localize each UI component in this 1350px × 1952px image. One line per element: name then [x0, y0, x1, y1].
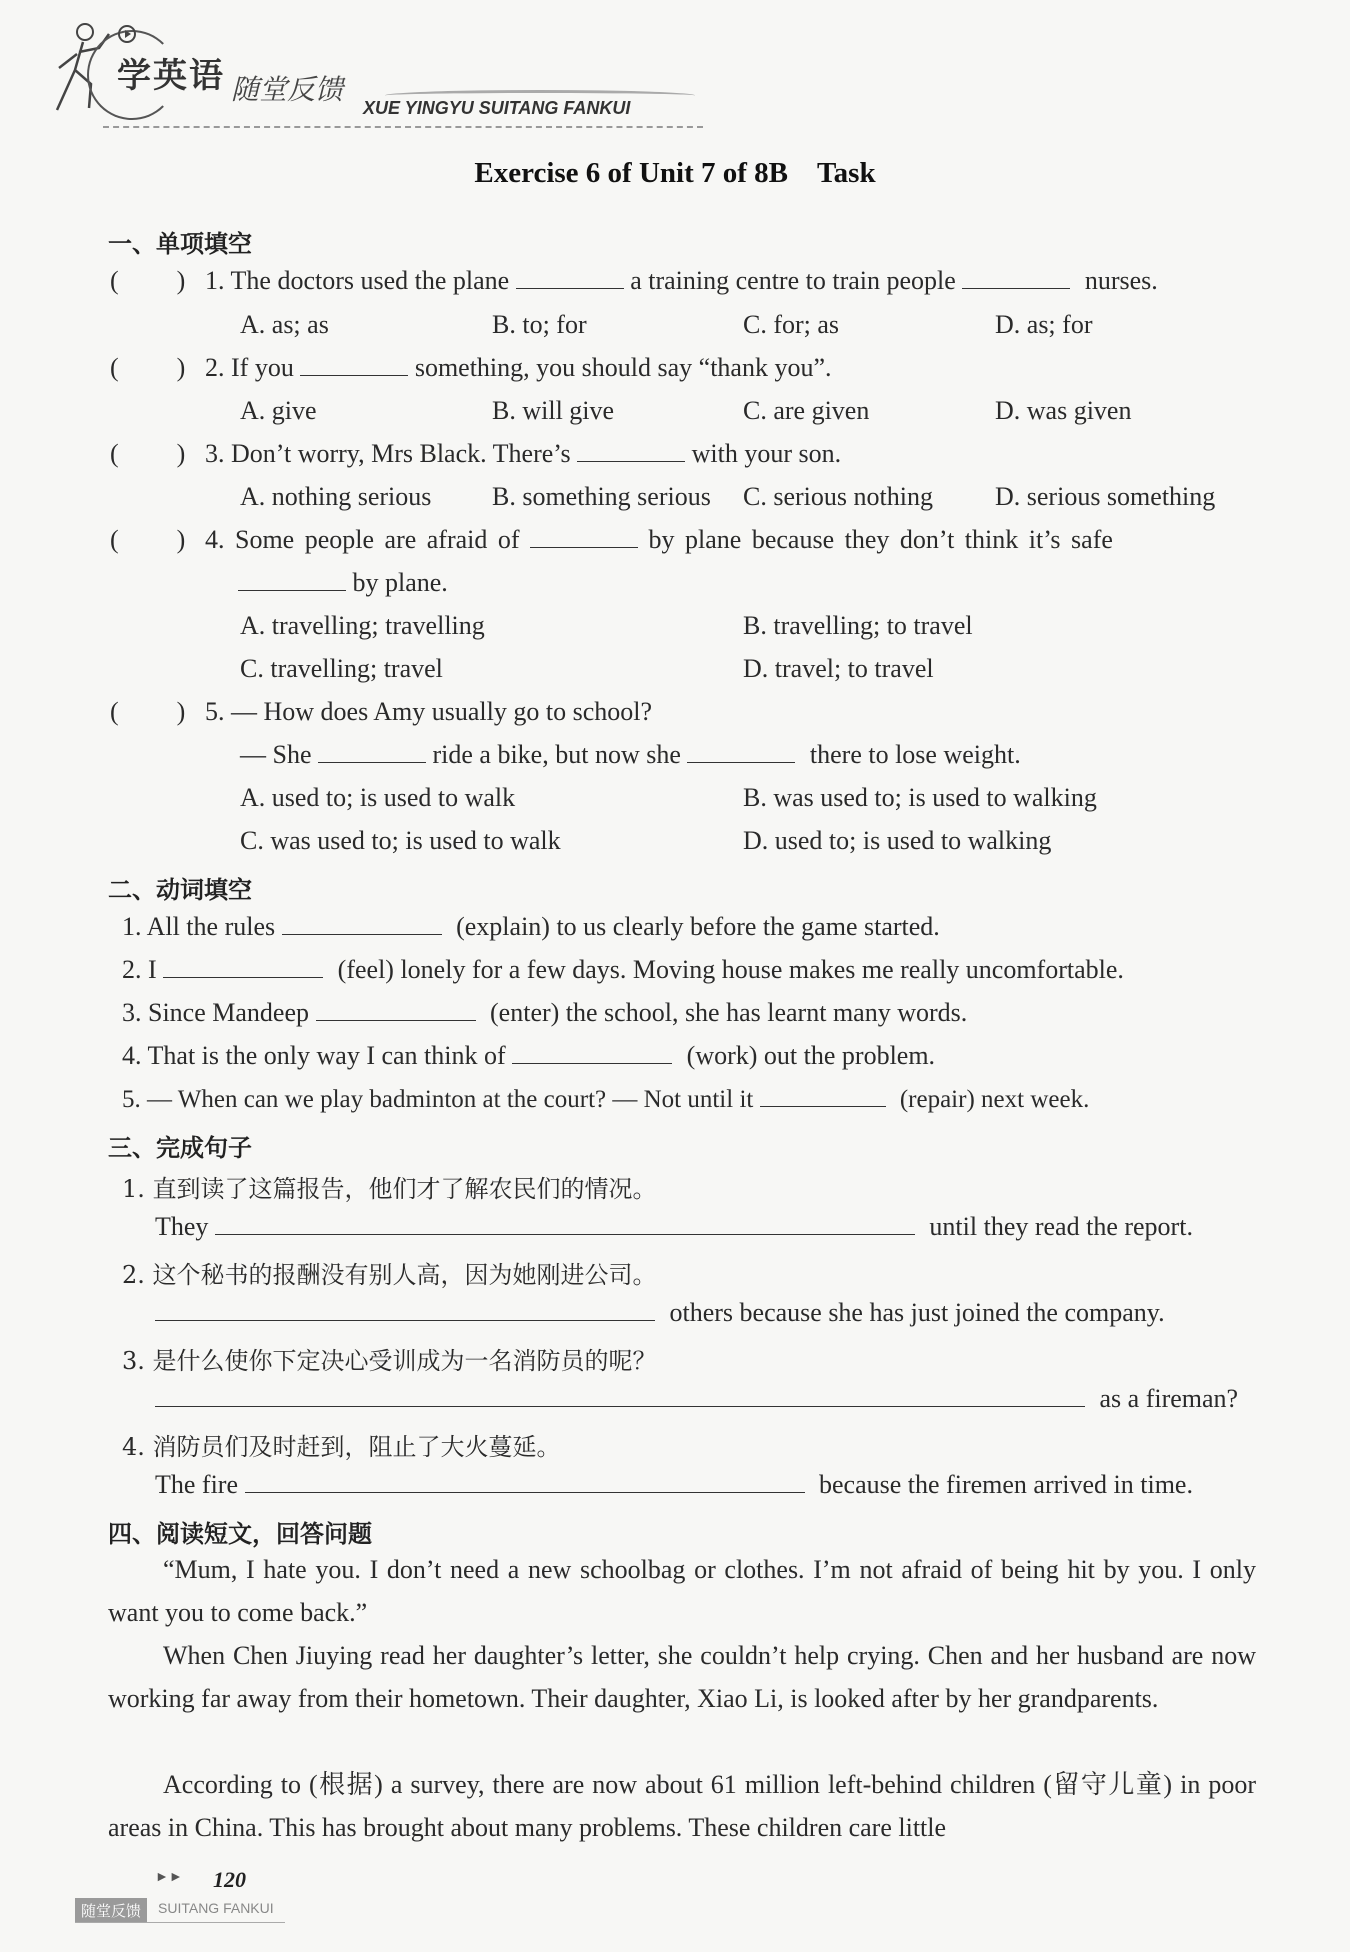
arrow-icon: ►►	[155, 1870, 183, 1885]
translate-item-2-zh: 2. 这个秘书的报酬没有别人高，因为她刚进公司。	[122, 1261, 657, 1289]
question-5-cont: — She ride a bike, but now she there to lose weight.	[240, 740, 1021, 769]
header-title: 学英语	[117, 56, 225, 96]
answer-paren-4[interactable]: ( )	[110, 525, 186, 554]
answer-line[interactable]	[155, 1298, 655, 1321]
answer-paren-3[interactable]: ( )	[110, 439, 186, 468]
translate-item-4: The fire because the firemen arrived in time.	[155, 1470, 1193, 1499]
question-3: 3. Don’t worry, Mrs Black. There’s with your son.	[205, 439, 842, 468]
footer-divider	[75, 1922, 285, 1923]
verb-item-3: 3. Since Mandeep (enter) the school, she has learnt many words.	[122, 998, 968, 1027]
section-heading-3: 三、完成句子	[108, 1134, 252, 1162]
blank[interactable]	[962, 266, 1070, 289]
blank[interactable]	[318, 740, 426, 763]
blank[interactable]	[687, 740, 795, 763]
translate-item-4-zh: 4. 消防员们及时赶到，阻止了大火蔓延。	[122, 1433, 561, 1461]
option-5a[interactable]: A. used to; is used to walk	[240, 783, 516, 812]
page-number: 120	[213, 1867, 246, 1892]
answer-paren-1[interactable]: ( )	[110, 266, 186, 295]
question-4-cont: by plane.	[238, 568, 448, 598]
option-3d[interactable]: D. serious something	[995, 482, 1216, 511]
answer-paren-5[interactable]: ( )	[110, 697, 186, 726]
option-3b[interactable]: B. something serious	[492, 482, 711, 511]
option-5b[interactable]: B. was used to; is used to walking	[743, 783, 1097, 812]
header-divider	[103, 126, 703, 128]
verb-item-5: 5. — When can we play badminton at the court? — Not until it (repair) next week.	[122, 1086, 1090, 1113]
option-1a[interactable]: A. as; as	[240, 310, 329, 339]
footer-label: 随堂反馈	[75, 1898, 147, 1923]
option-3c[interactable]: C. serious nothing	[743, 482, 933, 511]
option-2b[interactable]: B. will give	[492, 396, 615, 425]
blank[interactable]	[760, 1084, 886, 1107]
section-heading-2: 二、动词填空	[108, 876, 252, 904]
question-2: 2. If you something, you should say “thank you”.	[205, 353, 832, 382]
translate-item-1-zh: 1. 直到读了这篇报告，他们才了解农民们的情况。	[122, 1175, 657, 1203]
header-pinyin: XUE YINGYU SUITANG FANKUI	[363, 98, 631, 118]
option-3a[interactable]: A. nothing serious	[240, 482, 432, 511]
reading-paragraph-2: When Chen Jiuying read her daughter’s letter, she couldn’t help crying. Chen and her husband are now working far away from their hometown. Their daughter, Xiao Li, is looked after by her grandparents.	[108, 1641, 1256, 1713]
translate-item-1: They until they read the report.	[155, 1212, 1193, 1241]
option-2d[interactable]: D. was given	[995, 396, 1132, 425]
blank[interactable]	[282, 912, 442, 935]
blank[interactable]	[316, 998, 476, 1021]
blank[interactable]	[577, 439, 685, 462]
reading-paragraph-1: “Mum, I hate you. I don’t need a new schoolbag or clothes. I’m not afraid of being hit by you. I only want you to come back.”	[108, 1555, 1256, 1627]
reading-paragraph-3: According to (根据) a survey, there are now about 61 million left-behind children (留守儿童) in poor areas in China. This has brought about many problems. These children care little	[108, 1770, 1256, 1842]
header-subtitle: 随堂反馈	[231, 73, 344, 106]
answer-line[interactable]	[155, 1384, 1085, 1407]
translate-item-3: as a fireman?	[155, 1384, 1238, 1414]
question-1: 1. The doctors used the plane a training centre to train people nurses.	[205, 266, 1158, 295]
blank[interactable]	[530, 525, 638, 548]
verb-item-4: 4. That is the only way I can think of (work) out the problem.	[122, 1041, 936, 1070]
header-logo	[45, 18, 665, 128]
option-1b[interactable]: B. to; for	[492, 310, 587, 339]
question-5: 5. — How does Amy usually go to school?	[205, 697, 653, 726]
option-2a[interactable]: A. give	[240, 396, 317, 425]
option-4d[interactable]: D. travel; to travel	[743, 654, 934, 683]
exercise-title: Exercise 6 of Unit 7 of 8B Task	[474, 157, 876, 189]
option-5c[interactable]: C. was used to; is used to walk	[240, 826, 561, 855]
footer-pinyin: SUITANG FANKUI	[158, 1900, 274, 1916]
blank[interactable]	[516, 266, 624, 289]
verb-item-1: 1. All the rules (explain) to us clearly before the game started.	[122, 912, 940, 941]
blank[interactable]	[238, 568, 346, 591]
section-heading-1: 一、单项填空	[108, 230, 252, 258]
option-4a[interactable]: A. travelling; travelling	[240, 611, 485, 640]
section-heading-4: 四、阅读短文，回答问题	[108, 1520, 372, 1548]
answer-line[interactable]	[215, 1212, 915, 1235]
answer-paren-2[interactable]: ( )	[110, 353, 186, 382]
blank[interactable]	[163, 955, 323, 978]
answer-line[interactable]	[245, 1470, 805, 1493]
option-1c[interactable]: C. for; as	[743, 310, 840, 339]
option-1d[interactable]: D. as; for	[995, 310, 1093, 339]
play-icon	[117, 24, 137, 44]
blank[interactable]	[512, 1041, 672, 1064]
option-4b[interactable]: B. travelling; to travel	[743, 611, 973, 640]
option-4c[interactable]: C. travelling; travel	[240, 654, 443, 683]
translate-item-3-zh: 3. 是什么使你下定决心受训成为一名消防员的呢？	[122, 1347, 657, 1375]
option-5d[interactable]: D. used to; is used to walking	[743, 826, 1052, 855]
option-2c[interactable]: C. are given	[743, 396, 870, 425]
question-4: 4. Some people are afraid of by plane because they don’t think it’s safe	[205, 525, 1113, 554]
translate-item-2: others because she has just joined the company.	[155, 1298, 1165, 1328]
verb-item-2: 2. I (feel) lonely for a few days. Moving house makes me really uncomfortable.	[122, 955, 1124, 984]
blank[interactable]	[300, 353, 408, 376]
